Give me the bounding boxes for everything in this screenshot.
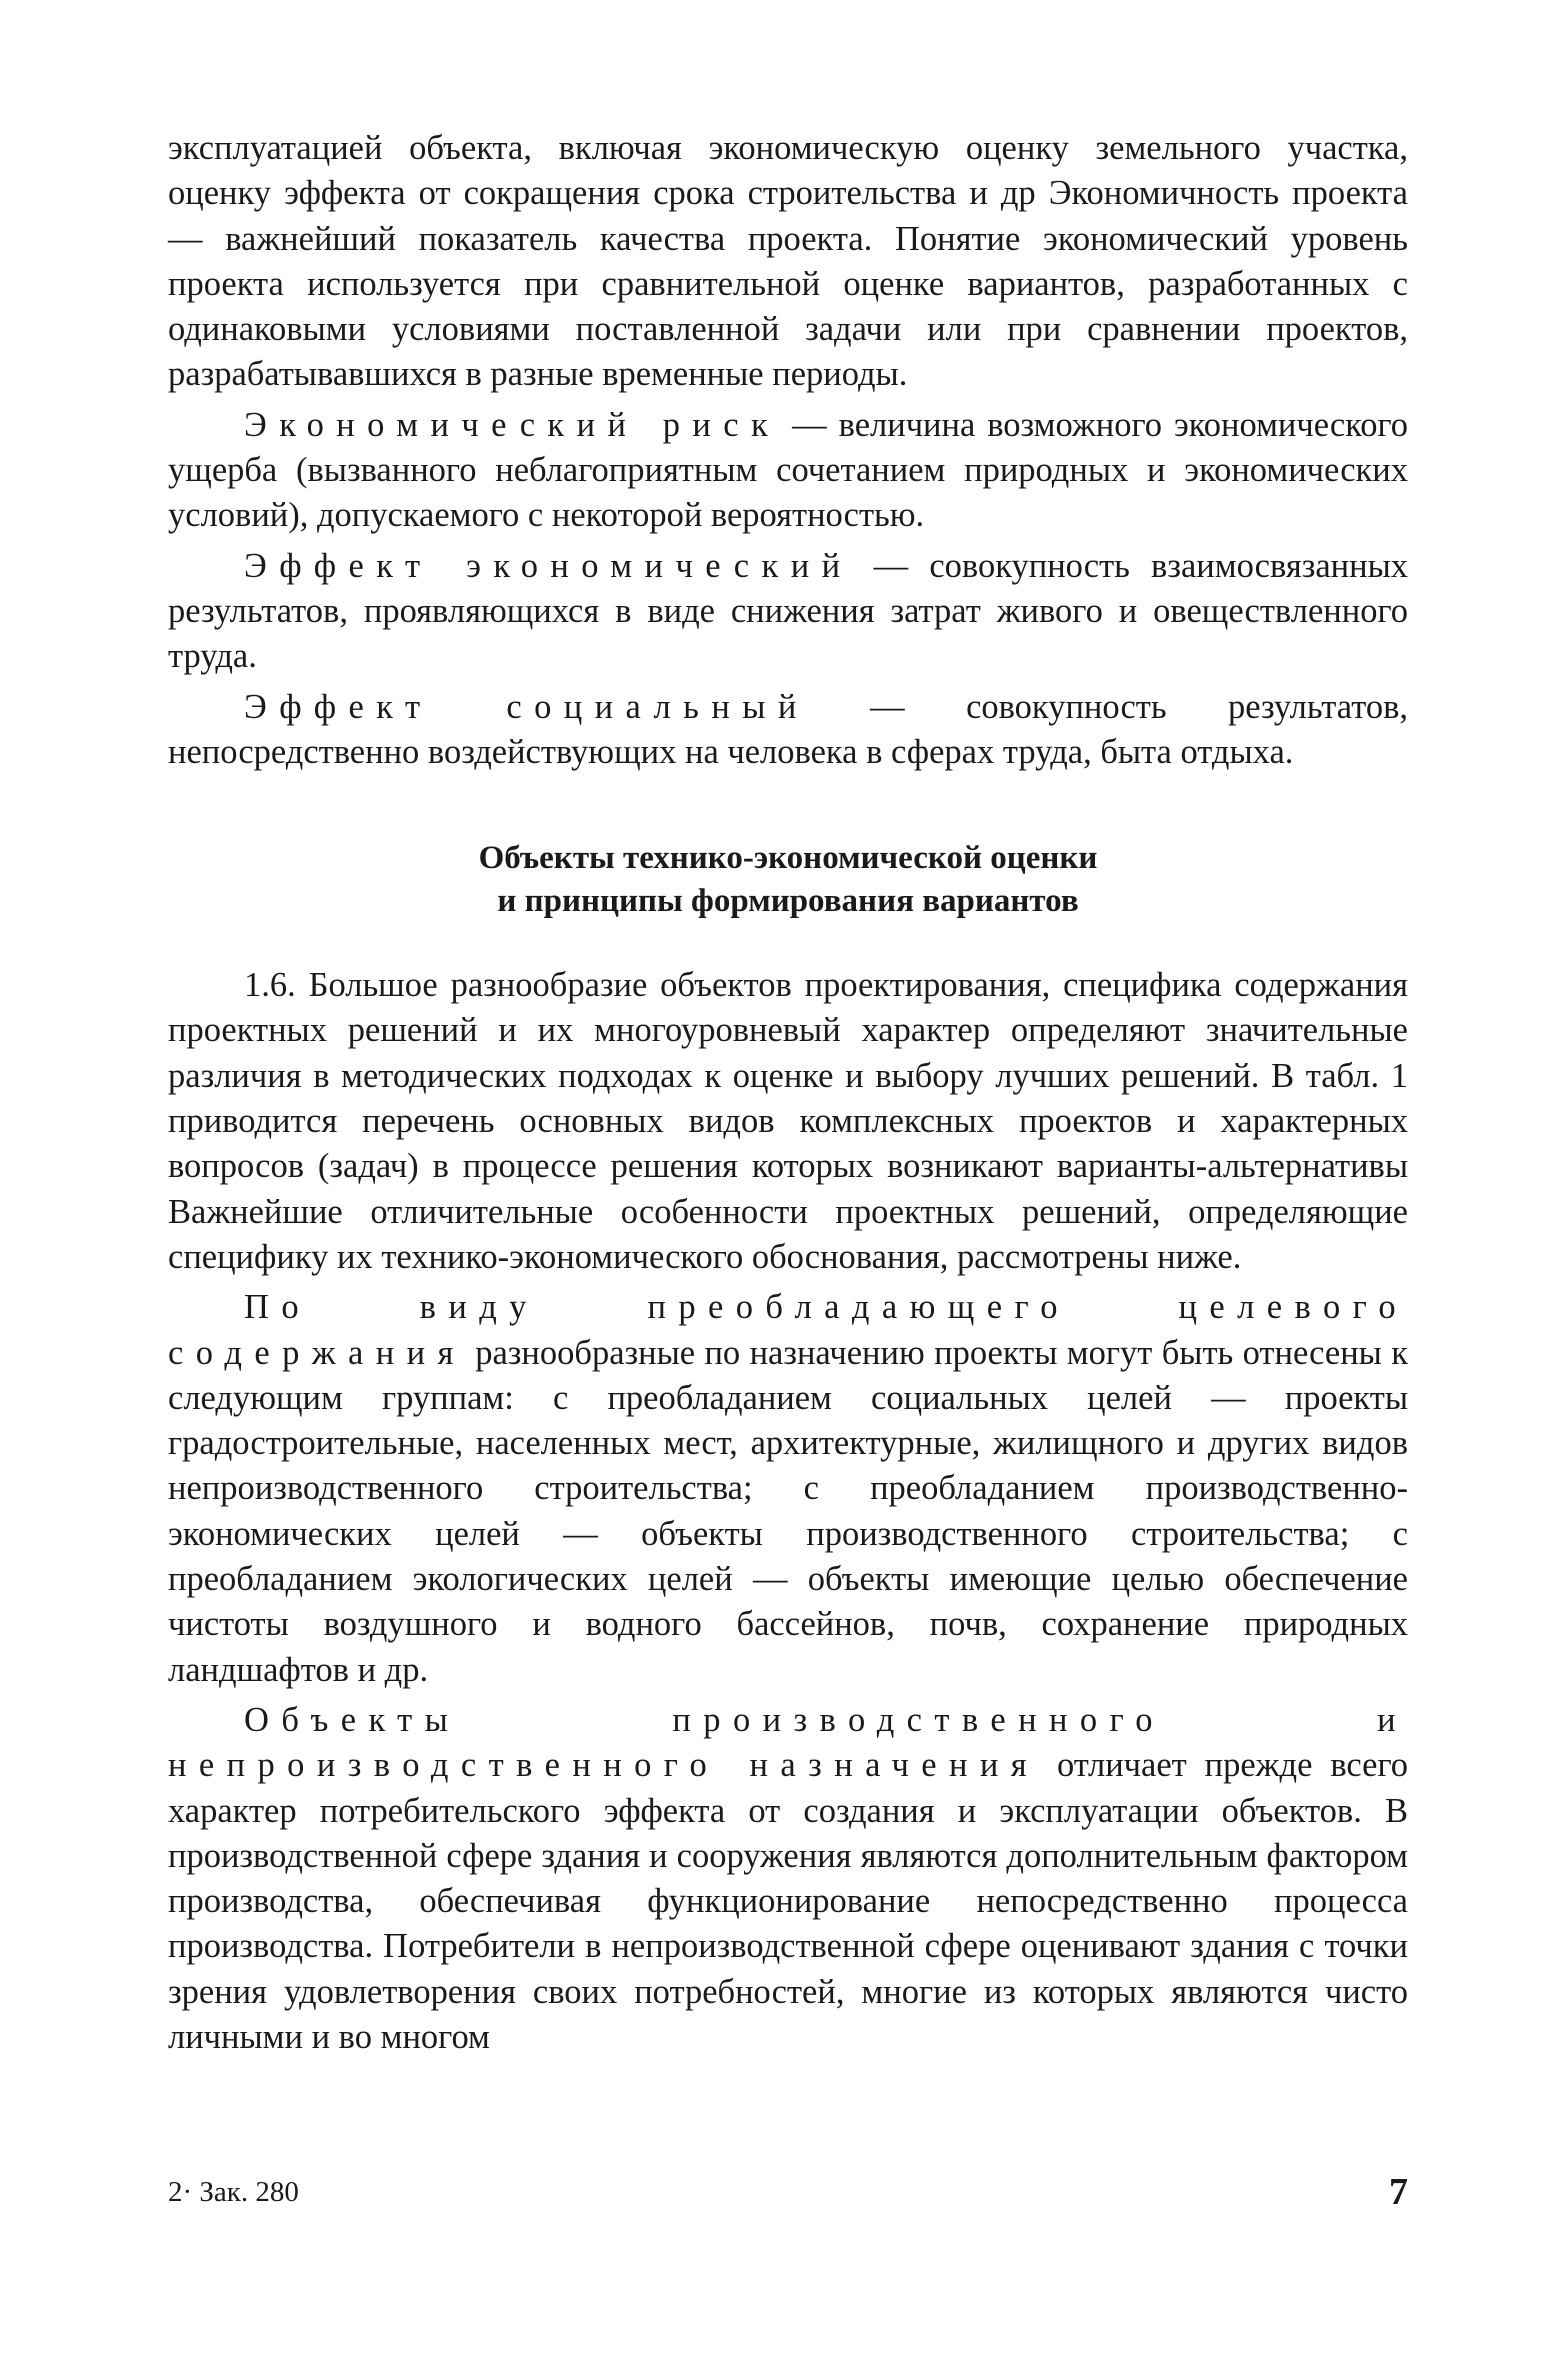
- definition-term: Эффект экономический: [244, 546, 853, 585]
- definition-text: — совокупность взаимосвязанных результатов, проявляющихся в виде снижения затрат живого и овеществленного труда.: [168, 546, 1408, 676]
- printer-signature: 2· Зак. 280: [168, 2176, 299, 2208]
- definition-economic-risk: [168, 403, 1408, 539]
- paragraph-term: Объекты производственного и непроизводственного назначения: [168, 1700, 1408, 1785]
- definition-text: — совокупность результатов, непосредственно воздействующих на человека в сферах труда, быта отдыха.: [168, 687, 1409, 771]
- definition-text: — величина возможного экономического ущерба (вызванного неблагоприятным сочетанием природных и экономических условий), допускаемого с некоторой вероятностью.: [168, 405, 1408, 535]
- paragraph-1-6: 1.6. Большое разнообразие объектов проектирования, специфика содержания проектных решений и их многоуровневый характер определяют значительные различия в методических подходах к оценке и выбору лучших решений. В табл. 1 приводится перечень основных видов комплексных проектов и характерных вопросов (задач) в процессе решения которых возникают варианты-альтернативы Важнейшие отличительные особенности проектных решений, определяющие специфику их технико-экономического обоснования, рассмотрены ниже.: [168, 966, 1408, 1276]
- section-heading-line2: и принципы формирования вариантов: [497, 883, 1079, 920]
- page-number: 7: [1389, 2171, 1408, 2213]
- definition-economic-effect: [168, 544, 1408, 680]
- paragraph-object-types: [168, 1698, 1408, 2060]
- page-footer: [168, 2171, 1408, 2226]
- definition-term: Экономический риск: [244, 405, 781, 444]
- definition-social-effect: [168, 685, 1408, 776]
- definition-term: Эффект социальный: [244, 687, 809, 726]
- paragraph-purpose-groups: [168, 1285, 1408, 1693]
- paragraph-term: По виду преобладающего целевого содержания: [168, 1288, 1408, 1372]
- intro-paragraph: эксплуатацией объекта, включая экономическую оценку земельного участка, оценку эффекта от сокращения срока строительства и др Экономичность проекта — важнейший показатель качества проекта. Понятие экономический уровень проекта используется при сравнительной оценке вариантов, разработанных с одинаковыми условиями поставленной задачи или при сравнении проектов, разрабатывавшихся в разные временные периоды.: [168, 129, 1408, 394]
- paragraph-text: отличает прежде всего характер потребительского эффекта от создания и эксплуатации объектов. В производственной сфере здания и сооружения являются дополнительным фактором производства, обеспечивая функционирование непосредственно процесса производства. Потребители в непроизводственной сфере оценивают здания с точки зрения удовлетворения своих потребностей, многие из которых являются чисто личными и во многом: [168, 1746, 1409, 2056]
- page-body: [168, 126, 1408, 2060]
- section-heading-line1: Объекты технико-экономической оценки: [478, 840, 1098, 877]
- section-heading: [168, 837, 1408, 923]
- paragraph-text: разнообразные по назначению проекты могут быть отнесены к следующим группам: с преобладанием социальных целей — проекты градостроительные, населенных мест, архитектурные, жилищного и других видов непроизводственного строительства; с преобладанием производственно-экономических целей — объекты производственного строительства; с преобладанием экологических целей — объекты имеющие целью обеспечение чистоты воздушного и водного бассейнов, почв, сохранение природных ландшафтов и др.: [168, 1333, 1408, 1689]
